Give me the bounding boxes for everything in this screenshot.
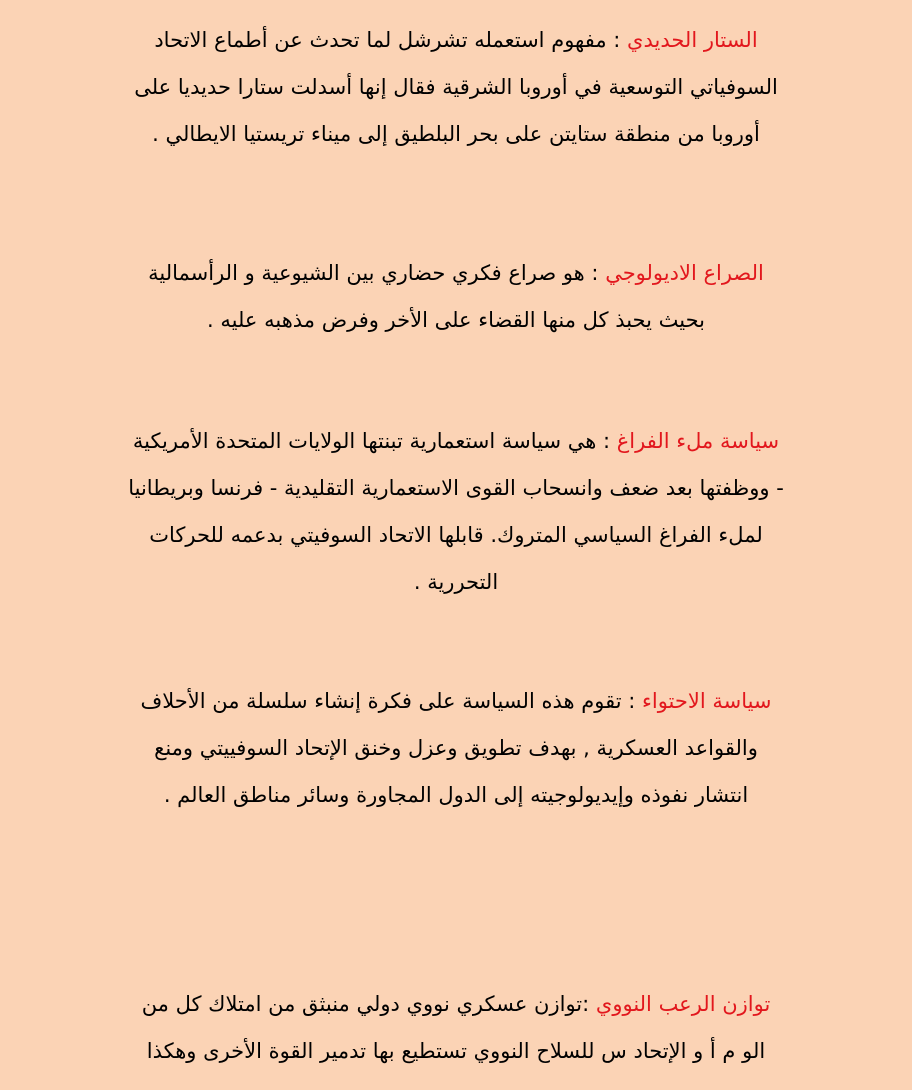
definition-containment-policy bbox=[0, 678, 912, 819]
definition-vacuum-filling-policy bbox=[0, 418, 912, 606]
definition-first-line bbox=[0, 17, 912, 64]
definition-text: : تقوم هذه السياسة على فكرة إنشاء سلسلة من الأحلاف bbox=[140, 689, 642, 713]
definition-line: - ووظفتها بعد ضعف وانسحاب القوى الاستعمارية التقليدية - فرنسا وبريطانيا bbox=[128, 476, 784, 500]
term-label: الستار الحديدي bbox=[627, 28, 758, 52]
term-label: سياسة الاحتواء bbox=[641, 689, 772, 713]
definition-first-line bbox=[0, 250, 912, 297]
definition-nuclear-balance-of-terror bbox=[0, 981, 912, 1075]
definition-line: التحررية . bbox=[413, 570, 499, 594]
term-label: سياسة ملء الفراغ bbox=[616, 429, 780, 453]
definition-text: : هي سياسة استعمارية تبنتها الولايات المتحدة الأمريكية bbox=[132, 429, 617, 453]
definition-line: أوروبا من منطقة ستايتن على بحر البلطيق إلى ميناء تريستيا الايطالي . bbox=[152, 122, 760, 146]
definition-iron-curtain bbox=[0, 17, 912, 158]
definition-text: :توازن عسكري نووي دولي منبثق من امتلاك كل من bbox=[141, 992, 596, 1016]
definition-text: : هو صراع فكري حضاري بين الشيوعية و الرأسمالية bbox=[148, 261, 606, 285]
definition-line: والقواعد العسكرية , بهدف تطويق وعزل وخنق الإتحاد السوفييتي ومنع bbox=[154, 736, 758, 760]
term-label: الصراع الاديولوجي bbox=[605, 261, 764, 285]
definition-text: : مفهوم استعمله تشرشل لما تحدث عن أطماع الاتحاد bbox=[154, 28, 628, 52]
definition-line: انتشار نفوذه وإيديولوجيته إلى الدول المجاورة وسائر مناطق العالم . bbox=[163, 783, 749, 807]
definition-ideological-conflict bbox=[0, 250, 912, 344]
definition-first-line bbox=[0, 418, 912, 465]
definition-line: بحيث يحبذ كل منها القضاء على الأخر وفرض مذهبه عليه . bbox=[207, 308, 705, 332]
definition-first-line bbox=[0, 678, 912, 725]
definition-line: السوفياتي التوسعية في أوروبا الشرقية فقال إنها أسدلت ستارا حديديا على bbox=[134, 75, 778, 99]
definition-line: لملء الفراغ السياسي المتروك. قابلها الاتحاد السوفيتي بدعمه للحركات bbox=[149, 523, 763, 547]
term-label: توازن الرعب النووي bbox=[595, 992, 771, 1016]
definition-first-line bbox=[0, 981, 912, 1028]
definition-line: الو م أ و الإتحاد س للسلاح النووي تستطيع بها تدمير القوة الأخرى وهكذا bbox=[146, 1039, 766, 1063]
